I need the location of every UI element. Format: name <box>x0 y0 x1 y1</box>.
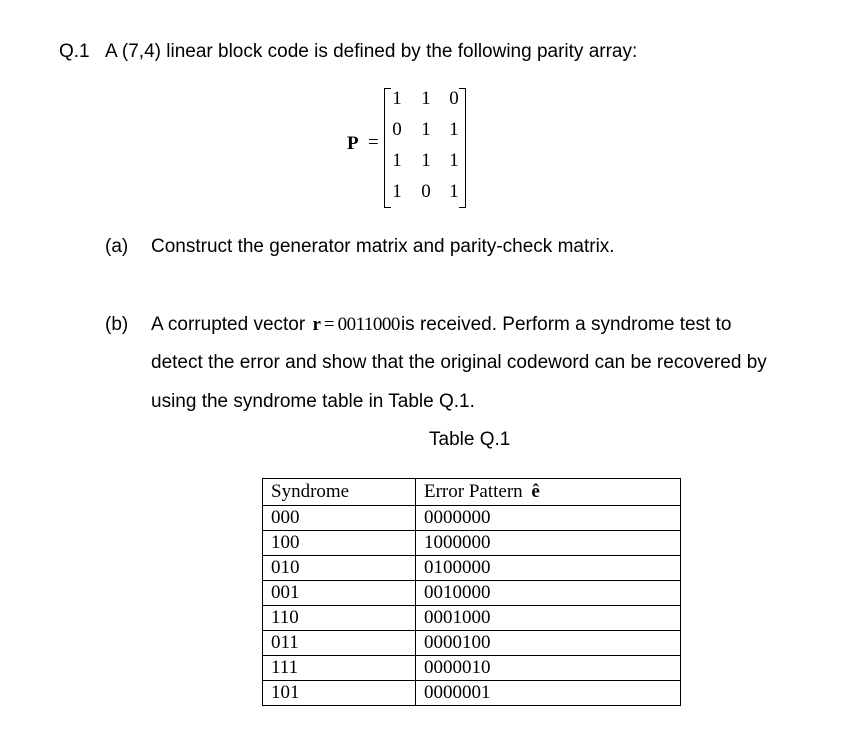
error-pattern-cell: 0000100 <box>416 631 681 656</box>
syndrome-cell: 101 <box>263 681 416 706</box>
vector-equals: = <box>323 314 335 335</box>
error-pattern-cell: 0000001 <box>416 681 681 706</box>
table-header-row <box>263 479 681 506</box>
matrix-cell: 1 <box>421 150 431 171</box>
syndrome-cell: 111 <box>263 656 416 681</box>
matrix-cell: 0 <box>449 88 459 109</box>
header-e-hat: ê <box>531 481 540 502</box>
part-b-text-post: is received. Perform a syndrome test to <box>400 314 732 335</box>
vector-symbol: r <box>312 314 321 335</box>
table-row <box>263 631 681 656</box>
matrix-equals: = <box>368 132 379 153</box>
part-a-label: (a) <box>105 236 129 257</box>
parity-matrix <box>347 86 487 208</box>
matrix-cell: 1 <box>392 150 402 171</box>
matrix-label: P <box>347 133 359 154</box>
question-number: Q.1 <box>59 41 90 62</box>
table-row <box>263 681 681 706</box>
header-error-pattern-text: Error Pattern <box>424 481 523 502</box>
vector-value: 0011000 <box>337 314 400 335</box>
error-pattern-cell: 1000000 <box>416 531 681 556</box>
part-b-line1 <box>151 314 731 336</box>
error-pattern-cell: 0000000 <box>416 506 681 531</box>
syndrome-table <box>262 478 681 706</box>
syndrome-cell: 001 <box>263 581 416 606</box>
syndrome-cell: 010 <box>263 556 416 581</box>
syndrome-cell: 100 <box>263 531 416 556</box>
error-pattern-cell: 0010000 <box>416 581 681 606</box>
part-a-text: Construct the generator matrix and parity-check matrix. <box>151 236 615 257</box>
matrix-cell: 1 <box>449 181 459 202</box>
matrix-cell: 0 <box>392 119 402 140</box>
part-b-line2: detect the error and show that the original codeword can be recovered by <box>151 352 767 373</box>
table-row <box>263 606 681 631</box>
error-pattern-cell: 0001000 <box>416 606 681 631</box>
header-syndrome: Syndrome <box>263 479 416 506</box>
matrix-cell: 0 <box>421 181 431 202</box>
error-pattern-cell: 0000010 <box>416 656 681 681</box>
matrix-cell: 1 <box>449 150 459 171</box>
part-b-text-pre: A corrupted vector <box>151 314 306 335</box>
matrix-cell: 1 <box>392 88 402 109</box>
part-b-line3: using the syndrome table in Table Q.1. <box>151 391 475 412</box>
syndrome-cell: 011 <box>263 631 416 656</box>
header-error-pattern <box>416 479 681 506</box>
matrix-cell: 1 <box>392 181 402 202</box>
table-row <box>263 656 681 681</box>
syndrome-cell: 110 <box>263 606 416 631</box>
table-caption: Table Q.1 <box>429 429 511 450</box>
matrix-cell: 1 <box>421 88 431 109</box>
syndrome-cell: 000 <box>263 506 416 531</box>
table-row <box>263 531 681 556</box>
error-pattern-cell: 0100000 <box>416 556 681 581</box>
question-intro: A (7,4) linear block code is defined by the following parity array: <box>105 41 638 62</box>
table-row <box>263 506 681 531</box>
matrix-cell: 1 <box>421 119 431 140</box>
table-row <box>263 581 681 606</box>
part-b-label: (b) <box>105 314 129 335</box>
table-row <box>263 556 681 581</box>
matrix-cell: 1 <box>449 119 459 140</box>
